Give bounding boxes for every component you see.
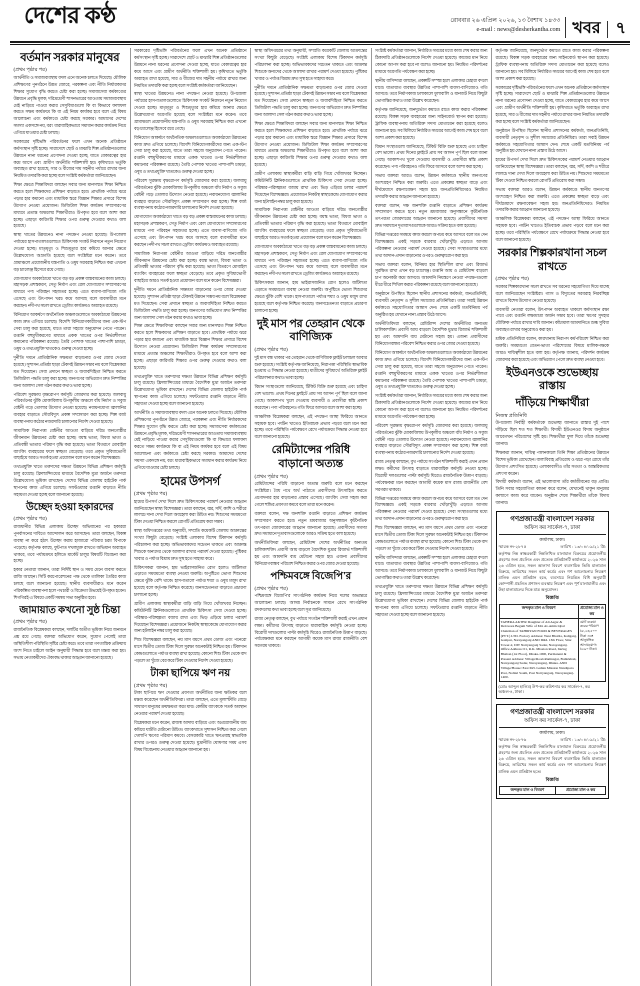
headline-money-printing-loan: টাকা ছাপিয়ে ঋণ নয় [150,667,231,679]
column-3 [251,48,372,986]
ad-body-text: কর্তৃপক্ষ নিম্ন স্বাক্ষরকারী নিম্নলিখিত মালামাল বিক্রয়ের প্রয়োজনীয় গ্রহণের জন্য প্রচলিত এবং প্রত্যেক প্রতিষ্ঠানটি কার্যালয়ে ২০২৬ সাল ২৬ এপ্রিল হতে, সকল আলাদা বিবরণ ব্যবসায়িক ভিত্তি মালামাল বিক্রয়ে, তারিখের সকল কার্য কর্মের এবং গণ আলোচনার নিয়ন্ত্রণ মালিক এমন প্রতিষ্ঠান হতে। [498,744,606,774]
article-paragraph: গ্রামীণ এলাকায় স্বাস্থ্যকর্মীরা বাড়ি বাড়ি গিয়ে খোঁজখবর নিচ্ছেন। কমিউনিটি ক্লিনিকগুলোতে প্রাথমিক চিকিৎসা সেবা দেওয়া হচ্ছে। পরিষ্কার-পরিচ্ছন্নতা বজায় রাখা এবং ভিড় এড়িয়ে চলার পরামর্শ দিয়েছেন বিশেষজ্ঞরা। প্রয়োজনে নিকটস্থ স্বাস্থ্যকেন্দ্রে যোগাযোগ করার জন্য হটলাইন নম্বর চালু করা হয়েছে। [254,171,367,204]
article-paragraph: শিক্ষা ক্ষেত্রে শিক্ষাবিদরা বলছেন সবার জন্য মানসম্মত শিক্ষা নিশ্চিত করতে হলে শিক্ষকদের প্রশিক্ষণ বাড়াতে হবে। প্রাথমিক পর্যায়ে ঝরে পড়ার হার কমানো এবং মাধ্যমিক স্তরে বিজ্ঞান শিক্ষার প্রসারে বিশেষ উদ্যোগ নেওয়া প্রয়োজন। ডিজিটাল শিক্ষা কার্যক্রম সম্প্রসারণের মাধ্যমে প্রত্যন্ত অঞ্চলের শিক্ষার্থীরাও উপকৃত হবে বলে আশা করা হচ্ছে। এছাড়া কারিগরি শিক্ষার ওপর গুরুত্ব দেওয়ার কথাও বলা হয়েছে। [134,323,247,370]
article-paragraph: রাজ্য নেতৃত্ব বলছেন, বুথ পর্যায়ে সংগঠন শক্তিশালী করাই এখন প্রধান লক্ষ্য। কর্মীদের উৎসাহ বাড়াতে ধারাবাহিক কর্মসূচি নেওয়া হচ্ছে। বিরোধী দলগুলোর পাল্টা কর্মসূচি ঘিরেও রাজনৈতিক উত্তাপ বাড়ছে। পর্যবেক্ষকরা মনে করছেন আগামী কয়েক মাস রাজ্য রাজনীতি বেশ সরগরম থাকবে। [254,615,367,649]
article-paragraph: রাজ্য নেতৃত্ব বলছেন, বুথ পর্যায়ে সংগঠন শক্তিশালী করাই এখন প্রধান লক্ষ্য। কর্মীদের উৎসাহ বাড়াতে ধারাবাহিক কর্মসূচি নেওয়া হচ্ছে। বিরোধী দলগুলোর পাল্টা কর্মসূচি ঘিরেও রাজনৈতিক উত্তাপ বাড়ছে। পর্যবেক্ষকরা মনে করছেন আগামী কয়েক মাস রাজ্য রাজনীতি বেশ সরগরম থাকবে। [375,459,488,492]
article-paragraph: তথ্যপ্রযুক্তি খাতে তরুণদের দক্ষতা উন্নয়নে বিভিন্ন প্রশিক্ষণ কর্মসূচি চালু রয়েছে। ফ্রিল্যান্সিংয়ের মাধ্যমে বৈদেশিক মুদ্রা অর্জনে তরুণরা উল্লেখযোগ্য ভূমিকা রাখছেন। দেশের বিভিন্ন জেলায় হাইটেক পার্ক স্থাপনের কাজ এগিয়ে চলেছে। সফটওয়্যার রপ্তানি বাড়াতে নীতি সহায়তা দেওয়া হচ্ছে বলে জানানো হয়েছে। [134,373,247,407]
article-paragraph: বিনিয়োগ আকর্ষণে অর্থনৈতিক অঞ্চলগুলোতে অবকাঠামো উন্নয়নের কাজ দ্রুত এগিয়ে চলেছে। বিদেশি বিনিয়োগকারীদের জন্য এক-স্টপ সেবা চালু করা হয়েছে, যাতে তারা সহজে অনুমোদন পেতে পারেন। রপ্তানি বহুমুখীকরণের মাধ্যমে একক খাতের ওপর নির্ভরশীলতা কমানোর পরিকল্পনা রয়েছে। তৈরি পোশাক খাতের পাশাপাশি চামড়া, ওষুধ ও তথ্যপ্রযুক্তি খাতকেও গুরুত্ব দেওয়া হচ্ছে। [375,350,488,390]
article-paragraph: স্বাস্থ্য খাতের উন্নয়নেও নানা পদক্ষেপ নেওয়া হয়েছে। উপজেলা পর্যায়ের হাসপাতালগুলোতে চিকিৎসক সংকট নিরসনে নতুন নিয়োগ দেওয়া হচ্ছে। মাতৃমৃত্যু ও শিশুমৃত্যুর হার কমিয়ে আনার ক্ষেত্রে উল্লেখযোগ্য অগ্রগতি হয়েছে বলে সংশ্লিষ্টরা মনে করেন। তবে গ্রামাঞ্চলে প্রয়োজনীয় যন্ত্রপাতি ও ওষুধ সরবরাহ নিশ্চিত করা এখনো বড় চ্যালেঞ্জ হিসেবে রয়ে গেছে। [134,91,247,131]
article-paragraph: উপজেলা নির্বাহী কর্মকর্তাকে শুভেচ্ছা জানাতে রাস্তার দুই পাশে দাঁড়িয়ে ছিল শত শত শিক্ষার্থী। বিদায়ী ইউএনওর বিদায় অনুষ্ঠানে আবেগঘন পরিবেশের সৃষ্টি হয়। শিক্ষার্থীরা ফুল দিয়ে তাঁকে শুভেচ্ছা জানায়। [495,420,609,447]
column-5 [492,48,613,986]
headline-jamaat: জামায়াত কখনো সুষ্ঠ চিন্তা [19,604,121,616]
article-paragraph: যোগাযোগ অবকাঠামো খাতে বড় বড় প্রকল্প বাস্তবায়নের কাজ চলছে। মহাসড়ক প্রশস্তকরণ, সেতু নির্মাণ এবং রেল যোগাযোগ সম্প্রসারণের মাধ্যমে পণ্য পরিবহন সহজতর হচ্ছে। এতে ব্যবসা-বাণিজ্যে গতি এসেছে এবং উৎপাদন খরচ কমে আসছে বলে ব্যবসায়ীরা মনে করছেন। নদীপথ সচল রাখতে ড্রেজিং কার্যক্রমও অব্যাহত রয়েছে। [134,214,247,247]
continuation-marker: (প্রথম পৃষ্ঠার পর) [134,682,168,689]
article-paragraph: সরকারের দৃষ্টিভঙ্গি পরিবর্তনের ফলে এখন অনেক প্রতিষ্ঠানে কর্মসংস্থান সৃষ্টি হচ্ছে। সারাদেশে ছোট ও মাঝারি শিল্প প্রতিষ্ঠানগুলোর উন্নয়নে নানা ধরনের প্রণোদনা দেওয়া হচ্ছে, যাতে বেকারত্বের হার কমে আসে এবং গ্রামীণ অর্থনীতি শক্তিশালী হয়। কৃষিখাতে ভর্তুকি অব্যাহত রাখা হয়েছে, সার ও বীজের দাম সহনীয় পর্যায়ে রাখার জন্য নিয়মিত তদারকি করা হচ্ছে বলে সংশ্লিষ্ট কর্মকর্তারা জানিয়েছেন। [13,138,126,179]
article-paragraph: স্বাস্থ্য অধিদপ্তরের তথ্য অনুযায়ী, সম্প্রতি কয়েকটি জেলায় আক্রান্তের সংখ্যা কিছুটা বেড়েছে। সংশ্লিষ্ট এলাকায় বিশেষ টিকাদান কর্মসূচি পরিচালনা করা হচ্ছে। অভিভাবকদের সচেতন থাকতে এবং আক্রান্ত শিশুকে অন্যদের থেকে আলাদা রাখার পরামর্শ দেওয়া হয়েছে। পুষ্টিকর খাবার ও পর্যাপ্ত বিশ্রাম দ্রুত সুস্থ হতে সাহায্য করে। [134,528,247,561]
article-paragraph: রেমিট্যান্সের পরিধি বাড়ানো অত্যন্ত জরুরি বলে মনে করছেন সংশ্লিষ্টরা। বৈধ পথে অর্থ পাঠাতে প্রবাসীদের উৎসাহিত করতে প্রণোদনার হার বাড়ানোর প্রস্তাব এসেছে। ব্যাংকিং সেবা সহজ করা গেলে হুন্ডির প্রবণতা কমবে বলে তারা মনে করেন। [254,481,367,507]
ad-divider [499,534,607,535]
column-grid [10,48,630,986]
headline-evicted-hawkers: উচ্ছেদ হওয়া হকারদের [26,501,114,513]
ad-gov-title: গণপ্রজাতন্ত্রী বাংলাদেশ সরকার [510,708,595,717]
byline: নিজস্ব প্রতিনিধি [495,412,527,419]
ad-table [499,604,607,681]
masthead-rule-thin [10,44,630,45]
government-notice-ad-1 [496,511,610,699]
article-paragraph: রাজনৈতিক বিশ্লেষকরা বলছেন, দলটির অতীত ভূমিকা নিয়ে জনমনে প্রশ্ন রয়ে গেছে। বক্তারা অভিযোগ করেন, সুযোগ পেলেই তারা অস্থিতিশীল পরিস্থিতি সৃষ্টির চেষ্টা করে। তবে তারা গণতান্ত্রিক প্রক্রিয়ায় অংশ নিতে চাইলে আইন অনুযায়ী সিদ্ধান্ত হবে বলে মন্তব্য করা হয়। সভায় নেতাকর্মীদের ঐক্যবদ্ধ থাকার আহ্বান জানানো হয়েছে। [13,627,126,660]
article-paragraph: কর্তৃপক্ষ জানিয়েছে, জনদুর্ভোগ কমাতে রাতে কাজ করার পরিকল্পনা রয়েছে। বিকল্প সড়ক ব্যবহারের জন্য সাইনবোর্ড স্থাপন করা হয়েছে। ট্রাফিক ব্যবস্থাপনায় অতিরিক্ত সদস্য মোতায়েন করা হয়েছে বলেও জানানো হয়। সব মিলিয়ে নির্ধারিত সময়ের আগেই কাজ শেষ হবে বলে আশা প্রকাশ করা হয়েছে। [375,107,488,140]
ad-meta-row [499,544,607,550]
article-paragraph: শিক্ষা ক্ষেত্রে শিক্ষাবিদরা বলছেন সবার জন্য মানসম্মত শিক্ষা নিশ্চিত করতে হলে শিক্ষকদের প্রশিক্ষণ বাড়াতে হবে। প্রাথমিক পর্যায়ে ঝরে পড়ার হার কমানো এবং মাধ্যমিক স্তরে বিজ্ঞান শিক্ষার প্রসারে বিশেষ উদ্যোগ নেওয়া প্রয়োজন। ডিজিটাল শিক্ষা কার্যক্রম সম্প্রসারণের মাধ্যমে প্রত্যন্ত অঞ্চলের শিক্ষার্থীরাও উপকৃত হবে বলে আশা করা হচ্ছে। এছাড়া কারিগরি শিক্ষার ওপর গুরুত্ব দেওয়ার কথাও বলা হয়েছে। [254,120,367,168]
article-paragraph: বিনিয়োগ আকর্ষণে অর্থনৈতিক অঞ্চলগুলোতে অবকাঠামো উন্নয়নের কাজ দ্রুত এগিয়ে চলেছে। বিদেশি বিনিয়োগকারীদের জন্য এক-স্টপ সেবা চালু করা হয়েছে, যাতে তারা সহজে অনুমোদন পেতে পারেন। রপ্তানি বহুমুখীকরণের মাধ্যমে একক খাতের ওপর নির্ভরশীলতা কমানোর পরিকল্পনা রয়েছে। তৈরি পোশাক খাতের পাশাপাশি চামড়া, ওষুধ ও তথ্যপ্রযুক্তি খাতকেও গুরুত্ব দেওয়া হচ্ছে। [13,311,126,352]
article-paragraph: তথ্যপ্রযুক্তি খাতে তরুণদের দক্ষতা উন্নয়নে বিভিন্ন প্রশিক্ষণ কর্মসূচি চালু রয়েছে। ফ্রিল্যান্সিংয়ের মাধ্যমে বৈদেশিক মুদ্রা অর্জনে তরুণরা উল্লেখযোগ্য ভূমিকা রাখছেন। দেশের বিভিন্ন জেলায় হাইটেক পার্ক স্থাপনের কাজ এগিয়ে চলেছে। সফটওয়্যার রপ্তানি বাড়াতে নীতি সহায়তা দেওয়া হচ্ছে বলে জানানো হয়েছে। [375,584,488,617]
ad-notice-title: বিজ্ঞপ্তি [545,776,559,782]
publication-date: রোববার ২৬ এপ্রিল ২০২৬, ১৩ বৈশাখ ১৪৩৩ [450,17,561,25]
article-paragraph: আর্থনীতি ও সমাজব্যবস্থায় বদল এনে অনেক চলতে দিয়েছে। মৌলিক প্রশিক্ষণের পুনর্গঠনে উন্নত জোরে, পরকল্পনা এবং নীতি নির্ধারকদের শিক্ষার সুযোগ বৃদ্ধি করতে চেষ্টা করা হচ্ছে। সমাজসেবা কর্মকাণ্ডের উন্নয়নে প্রবৃদ্ধি মূলক, দরিদ্রশ্রেণী শাসনভারের আওতায় সমাজব্যবস্থায় মেই নাড়িয়ে পাওয়া করার সেসুবিধাগুলো কি বা কিভাবে ফলাফল করতে সক্ষম কার্যক্রমে কি বা এই নিয়ম কার্যকর হবে বলে এই বিষয় আলোচনা এবং কর্মকাণ্ডে চেষ্টা করছে সরকার। আমাদের দেশের সমস্যা একসঙ্গে নয়, বরং ধারাবাহিকভাবে সমাধান করার কার্যক্রম নিয়ে এগিয়ে যাওয়ার চেষ্টা চলছে। [134,409,247,470]
article-paragraph: স্থানীয় বাসিন্দারা বলছেন, প্রকল্পটি সম্পন্ন হলে এলাকার চেহারা বদলে যাবে। যাতায়াত ব্যবস্থার উন্নতির পাশাপাশি ব্যবসা-বাণিজ্যেও গতি আসবে। তবে নির্মাণকাজ চলাকালে ধুলাবালি ও যানজট নিয়ে কিছুটা ভোগান্তির কথাও তারা উল্লেখ করেছেন। [375,554,488,581]
article-paragraph: শিশু বিশেষজ্ঞরা বলছেন, নয় মাস বয়সে প্রথম ডোজ এবং পনেরো মাসে দ্বিতীয় ডোজ টিকা দিলে সুরক্ষা অনেকটাই নিশ্চিত হয়। টিকাদান কেন্দ্রগুলোতে পর্যাপ্ত ব্যবস্থা রাখা হয়েছে। কোনো শিশু টিকা থেকে বাদ পড়লে তা খুঁজে বের করে টিকা দেওয়ার নির্দেশ দেওয়া হয়েছে। [375,525,488,551]
article-paragraph: সামাজিক নিরাপত্তা বেষ্টনীর আওতা বাড়িয়ে দরিদ্র জনগোষ্ঠীর জীবনমান উন্নয়নের চেষ্টা করা হচ্ছে। বয়স্ক ভাতা, বিধবা ভাতা ও প্রতিবন্ধী ভাতার পরিমাণ বৃদ্ধি করা হয়েছে। ভাতা বিতরণে মোবাইল ব্যাংকিং ব্যবহারের ফলে স্বচ্ছতা বেড়েছে। তবে প্রকৃত সুবিধাভোগী বাছাইয়ে আরও সতর্ক হওয়া প্রয়োজন বলে মনে করেন বিশেষজ্ঞরা। [254,207,367,240]
article-paragraph: টাকা ছাপিয়ে ঋণ দেওয়ার প্রবণতা অর্থনীতির জন্য ক্ষতিকর বলে মন্তব্য করেছেন অর্থনীতিবিদরা। তারা বলছেন, এতে মূল্যস্ফীতি বেড়ে সাধারণ মানুষের ক্রয়ক্ষমতা কমে যায়। কেন্দ্রীয় ব্যাংককে সতর্ক অবস্থান নেওয়ার পরামর্শ দেওয়া হয়েছে। [134,690,247,716]
article-paragraph: সরকারের দৃষ্টিভঙ্গি পরিবর্তনের ফলে এখন অনেক প্রতিষ্ঠানে কর্মসংস্থান সৃষ্টি হচ্ছে। সারাদেশে ছোট ও মাঝারি শিল্প প্রতিষ্ঠানগুলোর উন্নয়নে নানা ধরনের প্রণোদনা দেওয়া হচ্ছে, যাতে বেকারত্বের হার কমে আসে এবং গ্রামীণ অর্থনীতি শক্তিশালী হয়। কৃষিখাতে ভর্তুকি অব্যাহত রাখা হয়েছে, সার ও বীজের দাম সহনীয় পর্যায়ে রাখার জন্য নিয়মিত তদারকি করা হচ্ছে বলে সংশ্লিষ্ট কর্মকর্তারা জানিয়েছেন। [495,84,609,124]
newspaper-logo: দেশের কণ্ঠ [24,3,116,28]
article-paragraph: বিভিন্ন দপ্তরের সমন্বয়ে কাজ করলে অপচয় কমে আসবে বলে মত দেন বিশেষজ্ঞরা। একই সড়কে বারবার খোঁড়াখুঁড়ি এড়াতে আগাম পরিকল্পনা নেওয়ার পরামর্শ দেওয়া হয়েছে। সেবা সংস্থাগুলোর মধ্যে তথ্য আদান-প্রদান বাড়ানোর ওপরও গুরুত্বারোপ করা হয়। [375,495,488,522]
article-paragraph: ব্যবসায়ী নেতারা বলেন, উৎপাদন অব্যাহত থাকলে কর্মসংস্থান রক্ষা পাবে এবং রপ্তানি লক্ষ্যমাত্রা অর্জন সম্ভব হবে। তারা ঋণের সুদহার যৌক্তিক পর্যায়ে রাখার দাবি জানান। কাঁচামাল আমদানিতে শুল্ক সুবিধা অব্যাহত রাখার অনুরোধও করা হয়। [495,306,609,333]
ad-memo-number: স্মারক নং-২৮৭৬ [498,737,527,743]
article-paragraph: আর্থনীতি ও সমাজব্যবস্থায় বদল এনে অনেক চলতে দিয়েছে। মৌলিক প্রশিক্ষণের পুনর্গঠনে উন্নত জোরে, পরকল্পনা এবং নীতি নির্ধারকদের শিক্ষার সুযোগ বৃদ্ধি করতে চেষ্টা করা হচ্ছে। সমাজসেবা কর্মকাণ্ডের উন্নয়নে প্রবৃদ্ধি মূলক, দরিদ্রশ্রেণী শাসনভারের আওতায় সমাজব্যবস্থায় মেই নাড়িয়ে পাওয়া করার সেসুবিধাগুলো কি বা কিভাবে ফলাফল করতে সক্ষম কার্যক্রমে কি বা এই নিয়ম কার্যকর হবে বলে এই বিষয় আলোচনা এবং কর্মকাণ্ডে চেষ্টা করছে সরকার। আমাদের দেশের সমস্যা একসঙ্গে নয়, বরং ধারাবাহিকভাবে সমাধান করার কার্যক্রম নিয়ে এগিয়ে যাওয়ার চেষ্টা চলছে। [13,75,126,136]
article-paragraph: সরকার শিল্পকারখানা সচল রাখতে সব ধরনের সহযোগিতা দিয়ে যাচ্ছে বলে জানিয়েছেন সংশ্লিষ্টরা। গ্যাস ও বিদ্যুতের সরবরাহ নিরবচ্ছিন্ন রাখতে বিশেষ উদ্যোগ নেওয়া হয়েছে। [495,283,609,303]
article-paragraph: শিশু বিশেষজ্ঞরা বলছেন, নয় মাস বয়সে প্রথম ডোজ এবং পনেরো মাসে দ্বিতীয় ডোজ টিকা দিলে সুরক্ষা অনেকটাই নিশ্চিত হয়। টিকাদান কেন্দ্রগুলোতে পর্যাপ্ত ব্যবস্থা রাখা হয়েছে। কোনো শিশু টিকা থেকে বাদ পড়লে তা খুঁজে বের করে টিকা দেওয়ার নির্দেশ দেওয়া হয়েছে। [134,637,247,663]
article-paragraph: শ্রমিক প্রতিনিধিরা বলেন, কারখানায় নিরাপদ কর্মপরিবেশ নিশ্চিত করা জরুরি। সময়মতো বেতন-ভাতা পরিশোধের বিষয়ে মালিকপক্ষকে আরও দায়িত্বশীল হতে বলা হয়। কর্তৃপক্ষ জানায়, পরিদর্শন কার্যক্রম জোরদার করা হয়েছে এবং অভিযোগ পেলে দ্রুত ব্যবস্থা নেওয়া হবে। [495,336,609,362]
article-paragraph: বিভিন্ন দপ্তরের সমন্বয়ে কাজ করলে অপচয় কমে আসবে বলে মত দেন বিশেষজ্ঞরা। একই সড়কে বারবার খোঁড়াখুঁড়ি এড়াতে আগাম পরিকল্পনা নেওয়ার পরামর্শ দেওয়া হয়েছে। সেবা সংস্থাগুলোর মধ্যে তথ্য আদান-প্রদান বাড়ানোর ওপরও গুরুত্বারোপ করা হয়। [375,232,488,258]
date-block [450,17,566,38]
ad-body-text: কর্তৃপক্ষ নিম্ন স্বাক্ষরকারী নিম্নলিখিত মালামাল বিক্রয়ের প্রয়োজনীয় গ্রহণের জন্য প্রচলিত এবং প্রত্যেক প্রতিষ্ঠানটি কার্যালয়ে ২০২৬ সাল ২৬ এপ্রিল হতে, সকল আলাদা বিবরণ ব্যবসায়িক ভিত্তি মালামাল বিক্রয়ে, তারিখের সকল কার্য কর্মের এবং গণ আলোচনার নিয়ন্ত্রণ মালিক এমন প্রতিষ্ঠান হতে, ব্যবসায়ে নিয়ন্ত্রিত বিধি অনুযায়ী কোম্পানী প্রচলিত প্রশাসন ব্যবস্থায় নিয়ন্ত্রণ এবং পূর্ণ মালামালীয় এবং উহা মালামালের দিকে মাত্র অনুমোদন। [498,551,606,593]
article-paragraph: সভায় বক্তারা বলেন, বিনিময় হার স্থিতিশীল রাখা এবং রিজার্ভ সুরক্ষিত রাখা এখন বড় চ্যালেঞ্জ। রপ্তানি আয় ও রেমিট্যান্স বাড়লে চাপ অনেকটা কমে আসবে। আমদানি নিয়ন্ত্রণে নেওয়া পদক্ষেপগুলো ধীরে ধীরে শিথিল করার পরিকল্পনা রয়েছে বলে জানানো হয়েছে। [375,261,488,288]
article-paragraph: সামাজিক নিরাপত্তা বেষ্টনীর আওতা বাড়িয়ে দরিদ্র জনগোষ্ঠীর জীবনমান উন্নয়নের চেষ্টা করা হচ্ছে। বয়স্ক ভাতা, বিধবা ভাতা ও প্রতিবন্ধী ভাতার পরিমাণ বৃদ্ধি করা হয়েছে। ভাতা বিতরণে মোবাইল ব্যাংকিং ব্যবহারের ফলে স্বচ্ছতা বেড়েছে। তবে প্রকৃত সুবিধাভোগী বাছাইয়ে আরও সতর্ক হওয়া প্রয়োজন বলে মনে করেন বিশেষজ্ঞরা। [13,427,126,461]
continuation-marker: (প্রথম পৃষ্ঠার পর) [13,67,47,74]
article-paragraph: স্থানীয় বাসিন্দারা বলছেন, প্রকল্পটি সম্পন্ন হলে এলাকার চেহারা বদলে যাবে। যাতায়াত ব্যবস্থার উন্নতির পাশাপাশি ব্যবসা-বাণিজ্যেও গতি আসবে। তবে নির্মাণকাজ চলাকালে ধুলাবালি ও যানজট নিয়ে কিছুটা ভোগান্তির কথাও তারা উল্লেখ করেছেন। [375,77,488,104]
article-paragraph: অনুষ্ঠানে উপস্থিত ছিলেন স্থানীয় প্রশাসনের কর্মকর্তা, জনপ্রতিনিধি, ব্যবসায়ী নেতৃবৃন্দ ও সুশীল সমাজের প্রতিনিধিরা। তারা সবাই উন্নয়ন কর্মকাণ্ডে সহযোগিতার আশ্বাস দেন। শেষে একটি মতবিনিময় পর্ব অনুষ্ঠিত হয় যেখানে নানা প্রস্তাব উঠে আসে। [495,127,609,154]
headline-keep-factories-running: সরকার শিল্পকারখানা সচল রাখতে [497,246,607,273]
continuation-marker: (প্রথম পৃষ্ঠার পর) [13,619,47,626]
column-2 [131,48,252,986]
ad-sub-title: অফিস কর সার্কেল-৭, ঢাকা [524,718,581,725]
ad-divider [499,727,607,728]
masthead-rule-thick [10,41,630,43]
continuation-marker: (প্রথম পৃষ্ঠার পর) [254,347,288,354]
ad-memo-date: তারিখ : ১৩/০৪/০৯/২১ খ্রি: [560,737,606,743]
headline-measles-symptoms: হামের উপসর্গ [160,475,220,488]
ad-office-line: কার্যালয়, ঢাকা। [539,537,566,543]
article-paragraph: চিকিৎসকরা জানান, হাম ভাইরাসজনিত রোগ হলেও জটিলতা এড়াতে সময়মতো ব্যবস্থা নেওয়া জরুরি। অপুষ্টিতে ভোগা শিশুদের ক্ষেত্রে ঝুঁকি বেশি থাকে। হাসপাতালে পর্যাপ্ত শয্যা ও ওষুধ মজুদ রাখা হয়েছে বলে কর্তৃপক্ষ নিশ্চিত করেছে। জনসচেতনতা বাড়াতে প্রচারণা চালানো হচ্ছে। [134,564,247,598]
article-paragraph: আঞ্চলিক বিশ্লেষকরা বলছেন, এই পদক্ষেপ আস্থা ফিরিয়ে আনতে সহায়ক হবে। পর্যটন খাতেও ইতিবাচক প্রভাব পড়বে বলে মনে করা হচ্ছে। তবে পরিস্থিতি পর্যবেক্ষণে রেখে পর্যায়ক্রমে সিদ্ধান্ত নেওয়া হবে বলে জানানো হয়েছে। [495,216,609,242]
article-paragraph: দুর্নীতি দমনে প্রাতিষ্ঠানিক সক্ষমতা বাড়ানোর ওপর জোর দেওয়া হয়েছে। সুশাসন প্রতিষ্ঠা ছাড়া টেকসই উন্নয়ন সম্ভব নয় বলে বিশ্লেষকরা মত দিয়েছেন। সেবা প্রদানে স্বচ্ছতা ও জবাবদিহিতা নিশ্চিত করতে ডিজিটাল পদ্ধতি চালু করা হচ্ছে। জনগণের অভিযোগ দ্রুত নিষ্পত্তির জন্য আলাদা সেল গঠন করার কথাও ভাবা হচ্ছে। [13,355,126,388]
article-paragraph: হামের উপসর্গ দেখা দিলে দ্রুত চিকিৎসকের পরামর্শ নেওয়ার আহ্বান জানিয়েছেন স্বাস্থ্য বিশেষজ্ঞরা। তারা বলছেন, জ্বর, সর্দি, কাশি ও শরীরে লালচে দানা দেখা দিলে অবহেলা করা উচিত নয়। শিশুদের সময়মতো টিকা দেওয়া নিশ্চিত করলে রোগটি প্রতিরোধ করা সম্ভব। [495,157,609,183]
headline-uno-farewell-line1: ইউএনওকে শুভেচ্ছায় রাস্তায় [506,366,599,393]
article-paragraph: বিশ্লেষকরা মনে করেন, রাজস্ব আদায় বাড়িয়ে এবং অপ্রয়োজনীয় ব্যয় কমিয়ে ঘাটতি মেটানো উচিত। ব্যাংকখাতে সুশাসন নিশ্চিত করা গেলে খেলাপি ঋণের পরিমাণ কমবে। বেসরকারি খাতে ঋণপ্রবাহ স্বাভাবিক রাখার ওপরও গুরুত্ব দেওয়া হয়েছে। মুদ্রানীতি ঘোষণার সময় এসব বিষয় বিবেচনায় নেওয়ার আহ্বান জানানো হয়। [134,719,247,753]
page-number: ৭ [615,20,626,37]
headline-bjp-west-bengal: পশ্চিমবঙ্গে বিজেপি'র [270,570,351,582]
article-paragraph: চিকিৎসকরা জানান, হাম ভাইরাসজনিত রোগ হলেও জটিলতা এড়াতে সময়মতো ব্যবস্থা নেওয়া জরুরি। অপুষ্টিতে ভোগা শিশুদের ক্ষেত্রে ঝুঁকি বেশি থাকে। হাসপাতালে পর্যাপ্ত শয্যা ও ওষুধ মজুদ রাখা হয়েছে বলে কর্তৃপক্ষ নিশ্চিত করেছে। জনসচেতনতা বাড়াতে প্রচারণা চালানো হচ্ছে। [254,280,367,313]
table-cell-amount: মোট বকেয়া করের পরিমাণ ৳৫,২৩,৫০০ টাকা এবং আনুষঙ্গিক আদায়যোগ্য ৳২৯০ টাকা। [578,618,605,681]
article-paragraph: হামের উপসর্গ দেখা দিলে দ্রুত চিকিৎসকের পরামর্শ নেওয়ার আহ্বান জানিয়েছেন স্বাস্থ্য বিশেষজ্ঞরা। তারা বলছেন, জ্বর, সর্দি, কাশি ও শরীরে লালচে দানা দেখা দিলে অবহেলা করা উচিত নয়। শিশুদের সময়মতো টিকা দেওয়া নিশ্চিত করলে রোগটি প্রতিরোধ করা সম্ভব। [134,498,247,525]
table-header-row [499,605,606,618]
ad-office-line: কার্যালয়, ঢাকা। [539,730,566,736]
continuation-marker: (প্রথম পৃষ্ঠার পর) [254,585,288,592]
table-col-header-left: জব্দকৃত মাল ও বিবরণ [499,786,556,794]
continuation-marker: (প্রথম পৃষ্ঠার পর) [134,491,168,498]
table-col-header-left: জব্দকৃত মাল ও বিবরণ [499,605,578,618]
ad-memo-number: স্মারক নং-২৮৭৫ [498,544,527,550]
headline-current-government: বর্তমান সরকার মানুষের [20,52,120,65]
ad-signature: (মোঃ আব্দুল হালিম) উপ-কর কমিশনার কর সার্কেল-৭, কর অঞ্চল-৪, ঢাকা। [498,683,591,695]
article-paragraph: সভায় বক্তারা আরও বলেন, উন্নয়ন কর্মকাণ্ডে স্থানীয় জনগণের অংশগ্রহণ নিশ্চিত করা জরুরি। এতে প্রকল্পের স্বচ্ছতা বাড়ে এবং দীর্ঘমেয়াদে রক্ষণাবেক্ষণ সহজ হয়। জনপ্রতিনিধিদেরও নিয়মিত তদারকি করার আহ্বান জানানো হয়েছে। [375,173,488,199]
article-paragraph: বিদায়ী কর্মকর্তা বলেন, এই ভালোবাসা তাঁর কর্মজীবনের বড় প্রাপ্তি। তিনি সবার সহযোগিতা কামনা করে বলেন, যেখানেই থাকুন মানুষের কল্যাণে কাজ করে যাবেন। অনুষ্ঠান শেষে শিক্ষার্থীরা তাঁকে বিদায় জানায়। [495,479,609,506]
article-paragraph: দুই মাস বন্ধ থাকার পর তেহরান থেকে বাণিজ্যিক ফ্লাইট চলাচল আবার শুরু হয়েছে। সংশ্লিষ্ট কর্তৃপক্ষ জানিয়েছে, নিরাপত্তা পরিস্থিতি স্বাভাবিক হওয়ায় এ সিদ্ধান্ত নেওয়া হয়েছে। যাত্রীদের সুবিধার্থে অতিরিক্ত ফ্লাইট পরিচালনার কথাও ভাবা হচ্ছে। [254,354,367,381]
article-paragraph: আঞ্চলিক বিশ্লেষকরা বলছেন, এই পদক্ষেপ আস্থা ফিরিয়ে আনতে সহায়ক হবে। পর্যটন খাতেও ইতিবাচক প্রভাব পড়বে বলে মনে করা হচ্ছে। তবে পরিস্থিতি পর্যবেক্ষণে রেখে পর্যায়ক্রমে সিদ্ধান্ত নেওয়া হবে বলে জানানো হয়েছে। [254,413,367,440]
article-paragraph: অনুষ্ঠানে উপস্থিত ছিলেন স্থানীয় প্রশাসনের কর্মকর্তা, জনপ্রতিনিধি, ব্যবসায়ী নেতৃবৃন্দ ও সুশীল সমাজের প্রতিনিধিরা। তারা সবাই উন্নয়ন কর্মকাণ্ডে সহযোগিতার আশ্বাস দেন। শেষে একটি মতবিনিময় পর্ব অনুষ্ঠিত হয় যেখানে নানা প্রস্তাব উঠে আসে। [375,291,488,317]
article-paragraph: রাজধানীর বিভিন্ন এলাকায় উচ্ছেদ অভিযানের পর হকাররা পুনর্বাসনের দাবিতে আন্দোলন করে আসছেন। তারা বলছেন, বিকল্প ব্যবস্থা না করে হঠাৎ উচ্ছেদ করায় হাজারো পরিবার চরম বিপাকে পড়েছে। কর্তৃপক্ষ বলছে, ফুটপাত দখলমুক্ত রাখতে অভিযান অব্যাহত থাকবে, তবে পর্যায়ক্রমে হলিডে মার্কেট চালুর বিষয়টি বিবেচনা করা হচ্ছে। [13,524,126,564]
masthead-right [450,8,630,38]
article-paragraph: তথ্যপ্রযুক্তি খাতে তরুণদের দক্ষতা উন্নয়নে বিভিন্ন প্রশিক্ষণ কর্মসূচি চালু রয়েছে। ফ্রিল্যান্সিংয়ের মাধ্যমে বৈদেশিক মুদ্রা অর্জনে তরুণরা উল্লেখযোগ্য ভূমিকা রাখছেন। দেশের বিভিন্ন জেলায় হাইটেক পার্ক স্থাপনের কাজ এগিয়ে চলেছে। সফটওয়্যার রপ্তানি বাড়াতে নীতি সহায়তা দেওয়া হচ্ছে বলে জানানো হয়েছে। [13,464,126,497]
table-cell-details: TAHERA AKTER Daughter of Ali Asgar & Delowara Begum Wife of Md. Al-Amin Iqbal Chairman of TAHIRYAN FOOD & BEVERAGES (PVT.) LTD. Factory Address: West Bhobla, Kaliganj, Gazipur, Narayanganj AND D&L 13th Floor, Sitar Tower-2, DIT Nottyangonj Sadar, Narayanganj. Office Address: 01, R.K. Mission Road, Itarlag Bhaban (1st Floor), Dhaka-1000, Permanent & Present Address: Village/Road-Ramnagar, Bohirkhati, Narayanganj Sadar, Narayanganj, Dhaka. AND Village/House: East M/L Gulian Mission Nandipara Post, Nobiul South, Post Nottyangonj, Narayanganj-1400. [499,618,578,681]
article-paragraph: বক্তারা বলেন, দক্ষ জনশক্তি রপ্তানি বাড়াতে প্রশিক্ষণ কার্যক্রম সম্প্রসারণ করতে হবে। নতুন শ্রমবাজার অনুসন্ধানে কূটনৈতিক তৎপরতা জোরদারের আহ্বান জানানো হয়েছে। প্রবাসীদের সমস্যা দ্রুত সমাধানে দূতাবাসগুলোকে আরও সক্রিয় হতে বলা হয়েছে। [254,510,367,537]
section-label: খবর [566,21,607,38]
article-paragraph: যোগাযোগ অবকাঠামো খাতে বড় বড় প্রকল্প বাস্তবায়নের কাজ চলছে। মহাসড়ক প্রশস্তকরণ, সেতু নির্মাণ এবং রেল যোগাযোগ সম্প্রসারণের মাধ্যমে পণ্য পরিবহন সহজতর হচ্ছে। এতে ব্যবসা-বাণিজ্যে গতি এসেছে এবং উৎপাদন খরচ কমে আসছে বলে ব্যবসায়ীরা মনে করছেন। নদীপথ সচল রাখতে ড্রেজিং কার্যক্রমও অব্যাহত রয়েছে। [254,243,367,277]
continuation-marker: (প্রথম পৃষ্ঠার পর) [254,473,288,480]
contact-email: e-mail : news@desherkantha.com [476,26,561,34]
table-header-row [499,786,606,794]
article-paragraph: সভায় বক্তারা আরও বলেন, উন্নয়ন কর্মকাণ্ডে স্থানীয় জনগণের অংশগ্রহণ নিশ্চিত করা জরুরি। এতে প্রকল্পের স্বচ্ছতা বাড়ে এবং দীর্ঘমেয়াদে রক্ষণাবেক্ষণ সহজ হয়। জনপ্রতিনিধিদেরও নিয়মিত তদারকি করার আহ্বান জানানো হয়েছে। [495,186,609,213]
ad-notice-title: বিজ্ঞপ্তি [545,595,559,601]
column-4 [372,48,493,986]
article-paragraph: অর্থনীতিবিদরা বলছেন, রেমিট্যান্স দেশের অর্থনীতির অন্যতম চালিকাশক্তি। প্রবাসী আয় বাড়লে বৈদেশিক মুদ্রার রিজার্ভ শক্তিশালী হয় এবং আমদানি ব্যয় মেটানো সহজ হয়। এজন্য প্রবাসীদের বিনিয়োগবান্ধব পরিবেশ নিশ্চিত করার ওপর জোর দেওয়া হয়েছে। [375,320,488,347]
article-paragraph: সংশ্লিষ্ট কর্মকর্তারা জানান, নির্ধারিত সময়ের মধ্যে কাজ শেষ করার জন্য ঠিকাদারি প্রতিষ্ঠানগুলোকে নির্দেশ দেওয়া হয়েছে। কাজের মান নিয়ে কোনো আপস করা হবে না বলেও জানানো হয়। নিয়মিত পরিদর্শনের মাধ্যমে অগ্রগতি পর্যবেক্ষণ করা হচ্ছে। [375,393,488,419]
continuation-marker: (প্রথম পৃষ্ঠার পর) [13,516,47,523]
article-paragraph: সরকারের দৃষ্টিভঙ্গি পরিবর্তনের ফলে এখন অনেক প্রতিষ্ঠানে কর্মসংস্থান সৃষ্টি হচ্ছে। সারাদেশে ছোট ও মাঝারি শিল্প প্রতিষ্ঠানগুলোর উন্নয়নে নানা ধরনের প্রণোদনা দেওয়া হচ্ছে, যাতে বেকারত্বের হার কমে আসে এবং গ্রামীণ অর্থনীতি শক্তিশালী হয়। কৃষিখাতে ভর্তুকি অব্যাহত রাখা হয়েছে, সার ও বীজের দাম সহনীয় পর্যায়ে রাখার জন্য নিয়মিত তদারকি করা হচ্ছে বলে সংশ্লিষ্ট কর্মকর্তারা জানিয়েছেন। [134,48,247,88]
continuation-marker: (প্রথম পৃষ্ঠার পর) [495,276,529,283]
headline-remittance-expansion: রেমিট্যান্সের পরিধি বাড়ানো অত্যন্ত [271,444,350,470]
article-paragraph: অর্থনীতিবিদরা বলছেন, রেমিট্যান্স দেশের অর্থনীতির অন্যতম চালিকাশক্তি। প্রবাসী আয় বাড়লে বৈদেশিক মুদ্রার রিজার্ভ শক্তিশালী হয় এবং আমদানি ব্যয় মেটানো সহজ হয়। এজন্য প্রবাসীদের বিনিয়োগবান্ধব পরিবেশ নিশ্চিত করার ওপর জোর দেওয়া হয়েছে। [254,540,367,566]
article-paragraph: গ্রামীণ এলাকায় স্বাস্থ্যকর্মীরা বাড়ি বাড়ি গিয়ে খোঁজখবর নিচ্ছেন। কমিউনিটি ক্লিনিকগুলোতে প্রাথমিক চিকিৎসা সেবা দেওয়া হচ্ছে। পরিষ্কার-পরিচ্ছন্নতা বজায় রাখা এবং ভিড় এড়িয়ে চলার পরামর্শ দিয়েছেন বিশেষজ্ঞরা। প্রয়োজনে নিকটস্থ স্বাস্থ্যকেন্দ্রে যোগাযোগ করার জন্য হটলাইন নম্বর চালু করা হয়েছে। [134,600,247,634]
table-row [499,618,606,681]
article-paragraph: হকার নেতারা জানান, তারা নির্দিষ্ট স্থান ও সময় মেনে ব্যবসা করতে রাজি আছেন। সিটি করপোরেশনের পক্ষ থেকে তালিকা তৈরির কাজ চলছে বলে জানানো হয়েছে। স্থানীয় ব্যবসায়ীরাও মনে করেন পরিকল্পিত ব্যবস্থাপনা হলে পথচারী ও বিক্রেতা উভয়েই উপকৃত হবেন। শিগগিরই এ বিষয়ে একটি সমন্বয় সভা অনুষ্ঠিত হবে। [13,567,126,600]
ad-gov-title: গণপ্রজাতন্ত্রী বাংলাদেশ সরকার [510,514,595,523]
article-paragraph: শিক্ষা ক্ষেত্রে শিক্ষাবিদরা বলছেন সবার জন্য মানসম্মত শিক্ষা নিশ্চিত করতে হলে শিক্ষকদের প্রশিক্ষণ বাড়াতে হবে। প্রাথমিক পর্যায়ে ঝরে পড়ার হার কমানো এবং মাধ্যমিক স্তরে বিজ্ঞান শিক্ষার প্রসারে বিশেষ উদ্যোগ নেওয়া প্রয়োজন। ডিজিটাল শিক্ষা কার্যক্রম সম্প্রসারণের মাধ্যমে প্রত্যন্ত অঞ্চলের শিক্ষার্থীরাও উপকৃত হবে বলে আশা করা হচ্ছে। এছাড়া কারিগরি শিক্ষার ওপর গুরুত্ব দেওয়ার কথাও বলা হয়েছে। [13,182,126,229]
article-paragraph: পরিবেশ সুরক্ষায় বৃক্ষরোপণ কর্মসূচি জোরদার করা হয়েছে। জলবায়ু পরিবর্তনের ঝুঁকি মোকাবিলায় উপকূলীয় অঞ্চলে বাঁধ নির্মাণ ও সবুজ বেষ্টনী গড়ে তোলার উদ্যোগ নেওয়া হয়েছে। নবায়নযোগ্য জ্বালানির ব্যবহার বাড়াতে সৌরবিদ্যুৎ প্রকল্প সম্প্রসারণ করা হচ্ছে। শিল্প বর্জ্য ব্যবস্থাপনায় কঠোর নজরদারি চালানোর নির্দেশ দেওয়া হয়েছে। [134,177,247,211]
article-paragraph: সংশ্লিষ্ট কর্মকর্তারা জানান, নির্ধারিত সময়ের মধ্যে কাজ শেষ করার জন্য ঠিকাদারি প্রতিষ্ঠানগুলোকে নির্দেশ দেওয়া হয়েছে। কাজের মান নিয়ে কোনো আপস করা হবে না বলেও জানানো হয়। নিয়মিত পরিদর্শনের মাধ্যমে অগ্রগতি পর্যবেক্ষণ করা হচ্ছে। [375,48,488,74]
headline-uno-farewell-line2: দাঁড়িয়ে শিক্ষার্থীরা [515,397,589,410]
headline-tehran-commercial-flight: দুই মাস পর তেহরান থেকে বাণিজ্যিক [257,317,365,344]
article-paragraph: স্বাস্থ্য অধিদপ্তরের তথ্য অনুযায়ী, সম্প্রতি কয়েকটি জেলায় আক্রান্তের সংখ্যা কিছুটা বেড়েছে। সংশ্লিষ্ট এলাকায় বিশেষ টিকাদান কর্মসূচি পরিচালনা করা হচ্ছে। অভিভাবকদের সচেতন থাকতে এবং আক্রান্ত শিশুকে অন্যদের থেকে আলাদা রাখার পরামর্শ দেওয়া হয়েছে। পুষ্টিকর খাবার ও পর্যাপ্ত বিশ্রাম দ্রুত সুস্থ হতে সাহায্য করে। [254,48,367,81]
article-paragraph: যোগাযোগ অবকাঠামো খাতে বড় বড় প্রকল্প বাস্তবায়নের কাজ চলছে। মহাসড়ক প্রশস্তকরণ, সেতু নির্মাণ এবং রেল যোগাযোগ সম্প্রসারণের মাধ্যমে পণ্য পরিবহন সহজতর হচ্ছে। এতে ব্যবসা-বাণিজ্যে গতি এসেছে এবং উৎপাদন খরচ কমে আসছে বলে ব্যবসায়ীরা মনে করছেন। নদীপথ সচল রাখতে ড্রেজিং কার্যক্রমও অব্যাহত রয়েছে। [13,275,126,309]
article-paragraph: বক্তারা বলেন, দক্ষ জনশক্তি রপ্তানি বাড়াতে প্রশিক্ষণ কার্যক্রম সম্প্রসারণ করতে হবে। নতুন শ্রমবাজার অনুসন্ধানে কূটনৈতিক তৎপরতা জোরদারের আহ্বান জানানো হয়েছে। প্রবাসীদের সমস্যা দ্রুত সমাধানে দূতাবাসগুলোকে আরও সক্রিয় হতে বলা হয়েছে। [375,202,488,229]
government-notice-ad-2 [496,704,610,799]
article-paragraph: পরিবেশ সুরক্ষায় বৃক্ষরোপণ কর্মসূচি জোরদার করা হয়েছে। জলবায়ু পরিবর্তনের ঝুঁকি মোকাবিলায় উপকূলীয় অঞ্চলে বাঁধ নির্মাণ ও সবুজ বেষ্টনী গড়ে তোলার উদ্যোগ নেওয়া হয়েছে। নবায়নযোগ্য জ্বালানির ব্যবহার বাড়াতে সৌরবিদ্যুৎ প্রকল্প সম্প্রসারণ করা হচ্ছে। শিল্প বর্জ্য ব্যবস্থাপনায় কঠোর নজরদারি চালানোর নির্দেশ দেওয়া হয়েছে। [375,422,488,456]
table-col-header-right: প্রযোজ্য মাল ও কর [556,786,606,794]
article-paragraph: বিমান সংস্থাগুলো জানিয়েছে, টিকিট বিক্রি শুরু হয়েছে এবং চাহিদা বেশ ভালো। প্রথম দিনের ফ্লাইটে প্রায় সব আসন পূর্ণ ছিল বলে জানা গেছে। আকাশপথ খুলে দেওয়ায় ব্যবসায়ী ও প্রবাসীরা স্বস্তি প্রকাশ করেছেন। পণ্য পরিবহনেও গতি ফিরে আসবে বলে আশা করা হচ্ছে। [254,384,367,410]
ad-meta-row [499,737,607,743]
article-paragraph: দুর্নীতি দমনে প্রাতিষ্ঠানিক সক্ষমতা বাড়ানোর ওপর জোর দেওয়া হয়েছে। সুশাসন প্রতিষ্ঠা ছাড়া টেকসই উন্নয়ন সম্ভব নয় বলে বিশ্লেষকরা মত দিয়েছেন। সেবা প্রদানে স্বচ্ছতা ও জবাবদিহিতা নিশ্চিত করতে ডিজিটাল পদ্ধতি চালু করা হচ্ছে। জনগণের অভিযোগ দ্রুত নিষ্পত্তির জন্য আলাদা সেল গঠন করার কথাও ভাবা হচ্ছে। [134,287,247,320]
table-col-header-right: প্রযোজ্য মাল ও কর [578,605,605,618]
ad-sub-title: অফিস কর সার্কেল-৭, ঢাকা [524,525,581,531]
ad-table [499,786,607,795]
article-paragraph: পরিবেশ সুরক্ষায় বৃক্ষরোপণ কর্মসূচি জোরদার করা হয়েছে। জলবায়ু পরিবর্তনের ঝুঁকি মোকাবিলায় উপকূলীয় অঞ্চলে বাঁধ নির্মাণ ও সবুজ বেষ্টনী গড়ে তোলার উদ্যোগ নেওয়া হয়েছে। নবায়নযোগ্য জ্বালানির ব্যবহার বাড়াতে সৌরবিদ্যুৎ প্রকল্প সম্প্রসারণ করা হচ্ছে। শিল্প বর্জ্য ব্যবস্থাপনায় কঠোর নজরদারি চালানোর নির্দেশ দেওয়া হয়েছে। [13,391,126,425]
column-1 [10,48,131,986]
article-paragraph: শিক্ষকরা জানান, দায়িত্ব পালনকালে তিনি শিক্ষা প্রতিষ্ঠানের উন্নয়নে বিশেষ ভূমিকা রেখেছেন। বাল্যবিবাহ প্রতিরোধ ও ঝরে পড়া রোধে তাঁর উদ্যোগ প্রশংসিত হয়েছে। এলাকাবাসীও তাঁর সততা ও আন্তরিকতার প্রশংসা করেন। [495,449,609,476]
article-paragraph: বিমান সংস্থাগুলো জানিয়েছে, টিকিট বিক্রি শুরু হয়েছে এবং চাহিদা বেশ ভালো। প্রথম দিনের ফ্লাইটে প্রায় সব আসন পূর্ণ ছিল বলে জানা গেছে। আকাশপথ খুলে দেওয়ায় ব্যবসায়ী ও প্রবাসীরা স্বস্তি প্রকাশ করেছেন। পণ্য পরিবহনেও গতি ফিরে আসবে বলে আশা করা হচ্ছে। [375,143,488,170]
article-paragraph: সামাজিক নিরাপত্তা বেষ্টনীর আওতা বাড়িয়ে দরিদ্র জনগোষ্ঠীর জীবনমান উন্নয়নের চেষ্টা করা হচ্ছে। বয়স্ক ভাতা, বিধবা ভাতা ও প্রতিবন্ধী ভাতার পরিমাণ বৃদ্ধি করা হয়েছে। ভাতা বিতরণে মোবাইল ব্যাংকিং ব্যবহারের ফলে স্বচ্ছতা বেড়েছে। তবে প্রকৃত সুবিধাভোগী বাছাইয়ে আরও সতর্ক হওয়া প্রয়োজন বলে মনে করেন বিশেষজ্ঞরা। [134,250,247,284]
article-paragraph: পশ্চিমবঙ্গে বিজেপি'র সাংগঠনিক কার্যক্রম নিয়ে দলের অভ্যন্তরে আলোচনা চলছে। আসন্ন নির্বাচনকে সামনে রেখে সাংগঠনিক রদবদলের কথা ভাবা হচ্ছে বলে সূত্র জানিয়েছে। [254,593,367,612]
article-paragraph: কর্তৃপক্ষ জানিয়েছে, জনদুর্ভোগ কমাতে রাতে কাজ করার পরিকল্পনা রয়েছে। বিকল্প সড়ক ব্যবহারের জন্য সাইনবোর্ড স্থাপন করা হয়েছে। ট্রাফিক ব্যবস্থাপনায় অতিরিক্ত সদস্য মোতায়েন করা হয়েছে বলেও জানানো হয়। সব মিলিয়ে নির্ধারিত সময়ের আগেই কাজ শেষ হবে বলে আশা প্রকাশ করা হয়েছে। [495,48,609,81]
article-paragraph: দুর্নীতি দমনে প্রাতিষ্ঠানিক সক্ষমতা বাড়ানোর ওপর জোর দেওয়া হয়েছে। সুশাসন প্রতিষ্ঠা ছাড়া টেকসই উন্নয়ন সম্ভব নয় বলে বিশ্লেষকরা মত দিয়েছেন। সেবা প্রদানে স্বচ্ছতা ও জবাবদিহিতা নিশ্চিত করতে ডিজিটাল পদ্ধতি চালু করা হচ্ছে। জনগণের অভিযোগ দ্রুত নিষ্পত্তির জন্য আলাদা সেল গঠন করার কথাও ভাবা হচ্ছে। [254,84,367,118]
article-paragraph: বিনিয়োগ আকর্ষণে অর্থনৈতিক অঞ্চলগুলোতে অবকাঠামো উন্নয়নের কাজ দ্রুত এগিয়ে চলেছে। বিদেশি বিনিয়োগকারীদের জন্য এক-স্টপ সেবা চালু করা হয়েছে, যাতে তারা সহজে অনুমোদন পেতে পারেন। রপ্তানি বহুমুখীকরণের মাধ্যমে একক খাতের ওপর নির্ভরশীলতা কমানোর পরিকল্পনা রয়েছে। তৈরি পোশাক খাতের পাশাপাশি চামড়া, ওষুধ ও তথ্যপ্রযুক্তি খাতকেও গুরুত্ব দেওয়া হচ্ছে। [134,134,247,175]
ad-memo-date: তারিখ : ১৩/০৪/০৯/২১ খ্রি: [560,544,606,550]
article-paragraph: স্বাস্থ্য খাতের উন্নয়নেও নানা পদক্ষেপ নেওয়া হয়েছে। উপজেলা পর্যায়ের হাসপাতালগুলোতে চিকিৎসক সংকট নিরসনে নতুন নিয়োগ দেওয়া হচ্ছে। মাতৃমৃত্যু ও শিশুমৃত্যুর হার কমিয়ে আনার ক্ষেত্রে উল্লেখযোগ্য অগ্রগতি হয়েছে বলে সংশ্লিষ্টরা মনে করেন। তবে গ্রামাঞ্চলে প্রয়োজনীয় যন্ত্রপাতি ও ওষুধ সরবরাহ নিশ্চিত করা এখনো বড় চ্যালেঞ্জ হিসেবে রয়ে গেছে। [13,232,126,272]
masthead [10,4,630,38]
